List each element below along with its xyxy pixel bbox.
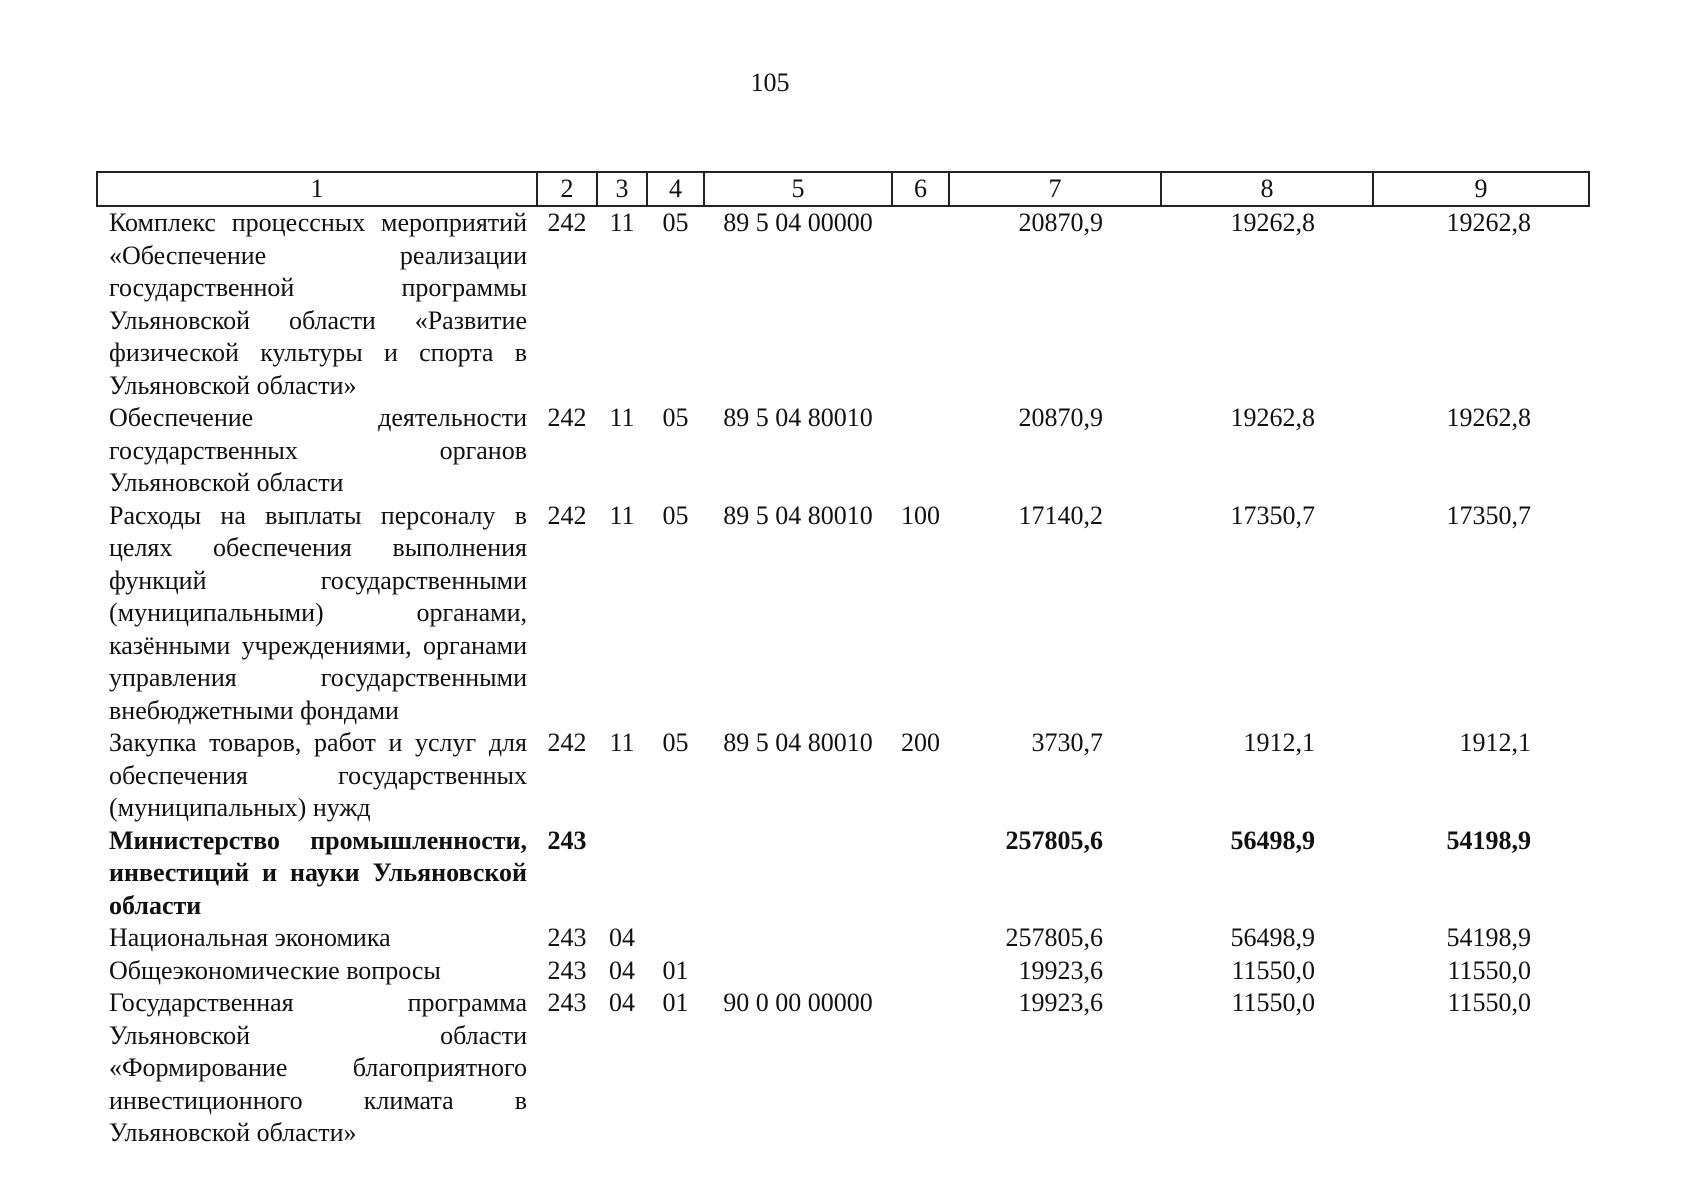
ministry-code: 243 [547,955,587,985]
header-col-4: 4 [647,172,704,206]
row-name: Государственная программа Ульяновской области «Формирование благоприятного инвестиционного климата в Ульяновской области» [109,988,527,1147]
table-row [97,955,1589,988]
target-article-code: 89 5 04 80010 [723,728,873,757]
header-col-1: 1 [97,172,537,206]
amount-col-8: 1912,1 [1243,728,1315,757]
subsection-code: 05 [662,208,689,237]
target-article-code: 90 0 00 00000 [723,988,873,1017]
amount-col-7: 20870,9 [1018,208,1103,237]
header-col-9: 9 [1373,172,1589,206]
section-code: 11 [609,208,635,237]
section-code: 04 [609,923,635,952]
row-name: Общеэкономические вопросы [109,955,441,985]
row-name: Расходы на выплаты персоналу в целях обеспечения выполнения функций государственными (муниципальными) органами, казёнными учреждениями, органами управления государственными внебюджетными фондами [109,500,527,725]
amount-col-9: 19262,8 [1446,208,1531,237]
expense-type-code [892,402,949,500]
expense-type-code [892,825,949,923]
expense-type-code [892,987,949,1150]
row-name: Национальная экономика [109,923,391,952]
amount-col-9: 17350,7 [1446,500,1531,530]
header-row [97,172,1589,206]
table-row [97,206,1589,402]
amount-col-8: 56498,9 [1230,825,1315,855]
table-row [97,727,1589,825]
header-col-6: 6 [892,172,949,206]
section-code: 11 [609,500,635,530]
amount-col-7: 19923,6 [1018,955,1103,985]
expense-type-code [892,955,949,988]
page-number: 105 [750,68,790,97]
subsection-code: 01 [662,955,689,985]
row-name: Закупка товаров, работ и услуг для обеспечения государственных (муниципальных) нужд [109,728,527,822]
amount-col-8: 19262,8 [1230,208,1315,237]
row-name: Обеспечение деятельности государственных органов Ульяновской области [109,403,527,497]
target-article-code: 89 5 04 80010 [723,500,873,530]
target-article-code [704,825,892,923]
subsection-code: 01 [662,988,689,1017]
amount-col-9: 54198,9 [1446,825,1531,855]
header-col-8: 8 [1161,172,1373,206]
expense-type-code [892,922,949,955]
section-code: 04 [609,955,635,985]
row-name: Комплекс процессных мероприятий «Обеспечение реализации государственной программы Ульяновской области «Развитие физической культуры и спорта в Ульяновской области» [109,208,527,400]
budget-table [96,171,1590,1150]
ministry-code: 243 [547,825,587,855]
header-col-2: 2 [537,172,597,206]
target-article-code [704,955,892,988]
amount-col-8: 11550,0 [1231,955,1315,985]
amount-col-8: 19262,8 [1230,403,1315,432]
subsection-code: 05 [662,500,689,530]
expense-type-code [892,206,949,402]
ministry-code: 243 [547,923,587,952]
table-row [97,500,1589,728]
subsection-code [647,825,704,923]
table-row [97,987,1589,1150]
ministry-code: 242 [547,728,587,757]
row-name: Министерство промышленности, инвестиций и науки Ульяновской области [109,825,527,920]
subsection-code: 05 [662,728,689,757]
section-code: 11 [609,728,635,757]
amount-col-7: 3730,7 [1031,728,1103,757]
amount-col-9: 11550,0 [1447,955,1531,985]
amount-col-8: 17350,7 [1230,500,1315,530]
subsection-code: 05 [662,403,689,432]
target-article-code: 89 5 04 00000 [723,208,873,237]
amount-col-9: 54198,9 [1446,923,1531,952]
amount-col-7: 19923,6 [1018,988,1103,1017]
ministry-code: 243 [547,988,587,1017]
amount-col-9: 1912,1 [1459,728,1531,757]
section-code: 04 [609,988,635,1017]
amount-col-8: 56498,9 [1230,923,1315,952]
ministry-code: 242 [547,500,587,530]
ministry-code: 242 [547,403,587,432]
table-row [97,825,1589,923]
ministry-code: 242 [547,208,587,237]
target-article-code: 89 5 04 80010 [723,403,873,432]
amount-col-7: 257805,6 [1005,923,1103,952]
section-code [597,825,647,923]
header-col-5: 5 [704,172,892,206]
subsection-code [647,922,704,955]
target-article-code [704,922,892,955]
section-code: 11 [609,403,635,432]
amount-col-7: 20870,9 [1018,403,1103,432]
expense-type-code: 100 [901,500,940,530]
expense-type-code: 200 [901,728,940,757]
table-row [97,402,1589,500]
amount-col-7: 257805,6 [1005,825,1103,855]
amount-col-7: 17140,2 [1018,500,1103,530]
amount-col-8: 11550,0 [1231,988,1315,1017]
table-row [97,922,1589,955]
header-col-3: 3 [597,172,647,206]
amount-col-9: 19262,8 [1446,403,1531,432]
amount-col-9: 11550,0 [1447,988,1531,1017]
header-col-7: 7 [949,172,1161,206]
